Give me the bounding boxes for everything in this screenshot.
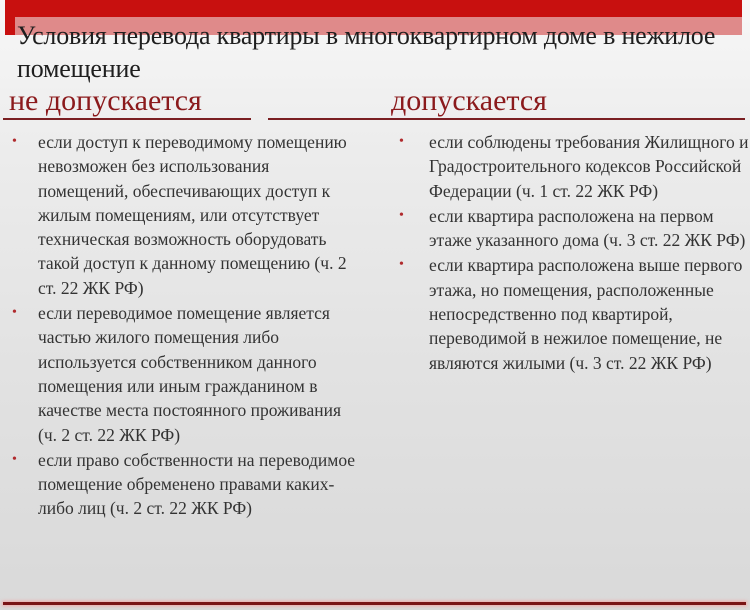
list-item-text: если переводимое помещение является частью жилого помещения либо используется собственником данного помещения или иным гражданином в качестве места постоянного проживания (ч. 2 ст. 22 ЖК РФ) bbox=[38, 303, 342, 445]
list-item-text: если доступ к переводимому помещению невозможен без использования помещений, обеспечивающих доступ к жилым помещениям, или отсутствует техническая возможность оборудовать такой доступ к данному помещению (ч. 2 ст. 22 ЖК РФ) bbox=[38, 132, 347, 298]
list-item bbox=[393, 204, 750, 253]
bullet-icon: • bbox=[399, 257, 404, 273]
list-item-text: если квартира расположена выше первого этажа, но помещения, расположенные непосредственно под квартирой, переводимой в нежилое помещение, не являются жилыми (ч. 3 ст. 22 ЖК РФ) bbox=[429, 255, 743, 373]
column-divider-right bbox=[268, 118, 745, 120]
bullet-icon: • bbox=[12, 305, 17, 321]
list-item-text: если соблюдены требования Жилищного и Градостроительного кодексов Российской Федерации (ч. 1 ст. 22 ЖК РФ) bbox=[429, 132, 749, 201]
not-allowed-list bbox=[8, 130, 358, 522]
column-heading-not-allowed: не допускается bbox=[9, 84, 202, 117]
bullet-icon: • bbox=[12, 134, 17, 149]
bullet-icon: • bbox=[399, 134, 404, 149]
bullet-icon: • bbox=[12, 451, 17, 467]
column-heading-allowed: допускается bbox=[391, 84, 547, 117]
allowed-list bbox=[393, 130, 750, 376]
list-item bbox=[393, 130, 750, 203]
column-divider-left bbox=[3, 118, 251, 120]
list-item bbox=[393, 253, 750, 374]
bullet-icon: • bbox=[399, 207, 404, 223]
list-item bbox=[8, 448, 358, 521]
list-item bbox=[8, 301, 358, 447]
list-item-text: если квартира расположена на первом этаже указанного дома (ч. 3 ст. 22 ЖК РФ) bbox=[429, 205, 746, 251]
list-item bbox=[8, 130, 358, 300]
list-item-text: если право собственности на переводимое помещение обременено правами каких-либо лиц (ч. 2 ст. 22 ЖК РФ) bbox=[38, 449, 356, 519]
slide-title: Условия перевода квартиры в многоквартирном доме в нежилое помещение bbox=[17, 21, 716, 83]
bottom-divider bbox=[3, 602, 746, 605]
